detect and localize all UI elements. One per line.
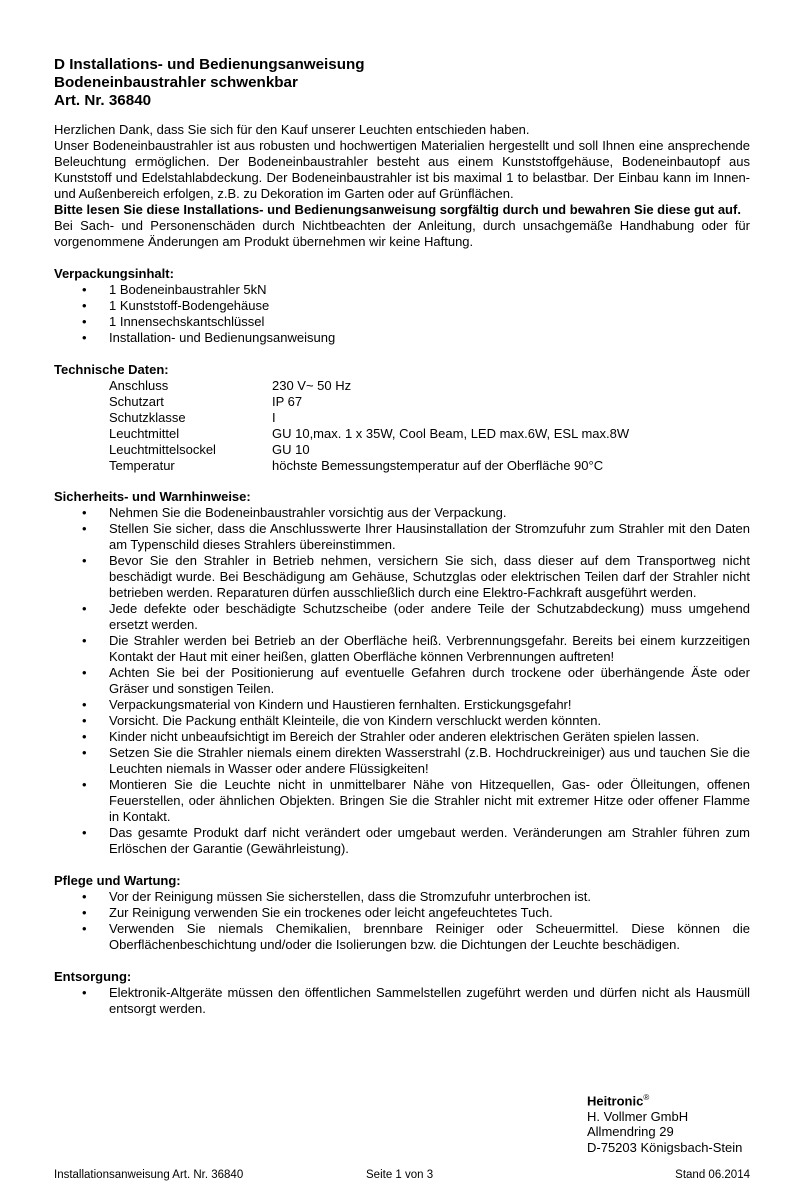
tech-value: I <box>272 409 276 425</box>
tech-label: Schutzklasse <box>109 409 186 425</box>
header-title: D Installations- und Bedienungsanweisung <box>54 56 365 73</box>
bullet-icon: • <box>82 505 87 521</box>
intro-thanks: Herzlichen Dank, dass Sie sich für den Kauf unserer Leuchten entschieden haben. <box>54 122 530 137</box>
list-item-text: 1 Innensechskantschlüssel <box>109 314 265 329</box>
list-item-text: Jede defekte oder beschädigte Schutzscheibe (oder andere Teile der Schutzabdeckung) muss umgehend ersetzt werden. <box>109 601 750 633</box>
list-item <box>54 713 750 729</box>
list-item <box>54 777 750 825</box>
tech-value: GU 10 <box>272 441 310 457</box>
list-item-text: Die Strahler werden bei Betrieb an der Oberfläche heiß. Verbrennungsgefahr. Bereits bei einem kurzzeitigen Kontakt der Haut mit einer heißen, glatten Oberfläche können Verbrennungen auftreten! <box>109 633 750 665</box>
list-item <box>54 889 750 905</box>
list-item-text: Zur Reinigung verwenden Sie ein trockenes oder leicht angefeuchtetes Tuch. <box>109 905 553 921</box>
list-item <box>54 697 750 713</box>
table-row <box>109 458 629 474</box>
package-section <box>54 266 750 346</box>
company-name: H. Vollmer GmbH <box>587 1108 689 1124</box>
list-item-text: Installation- und Bedienungsanweisung <box>109 330 336 345</box>
list-item-text: Das gesamte Produkt darf nicht verändert oder umgebaut werden. Veränderungen am Strahler führen zum Erlöschen der Garantie (Gewährleistung). <box>109 825 750 857</box>
list-item-text: Verpackungsmaterial von Kindern und Haustieren fernhalten. Erstickungsgefahr! <box>109 697 572 713</box>
disposal-title: Entsorgung: <box>54 969 132 985</box>
list-item <box>54 825 750 857</box>
list-item <box>54 553 750 601</box>
bullet-icon: • <box>82 985 87 1001</box>
bullet-icon: • <box>82 905 87 921</box>
list-item <box>54 505 750 521</box>
table-row <box>109 442 629 458</box>
list-item-text: Vorsicht. Die Packung enthält Kleinteile, die von Kindern verschluckt werden könnten. <box>109 713 602 729</box>
safety-title: Sicherheits- und Warnhinweise: <box>54 489 251 505</box>
company-street: Allmendring 29 <box>587 1124 674 1140</box>
company-brand-line <box>587 1090 742 1109</box>
list-item-text: 1 Kunststoff-Bodengehäuse <box>109 298 270 313</box>
tech-table <box>109 378 629 473</box>
list-item <box>54 282 750 298</box>
document-page <box>54 56 750 1017</box>
tech-label: Leuchtmittelsockel <box>109 441 216 457</box>
tech-value: GU 10,max. 1 x 35W, Cool Beam, LED max.6W, ESL max.8W <box>272 425 630 441</box>
bullet-icon: • <box>82 697 87 713</box>
tech-label: Schutzart <box>109 393 164 409</box>
list-item-text: Kinder nicht unbeaufsichtigt im Bereich der Strahler oder anderen elektrischen Geräten spielen lassen. <box>109 729 700 745</box>
tech-title: Technische Daten: <box>54 362 169 377</box>
tech-value: IP 67 <box>272 393 303 409</box>
list-item <box>54 601 750 633</box>
company-brand: Heitronic <box>587 1093 644 1109</box>
tech-label: Temperatur <box>109 457 175 473</box>
table-row <box>109 378 629 394</box>
list-item-text: Verwenden Sie niemals Chemikalien, brennbare Reiniger oder Scheuermittel. Diese können die Oberflächenbeschichtung und/oder die Isolierungen bzw. die Dichtungen der Leuchte beschädigen. <box>109 921 750 953</box>
list-item-text: Vor der Reinigung müssen Sie sicherstellen, dass die Stromzufuhr unterbrochen ist. <box>109 889 591 905</box>
company-address <box>587 1090 742 1155</box>
bullet-icon: • <box>82 633 87 649</box>
bullet-icon: • <box>82 521 87 537</box>
document-header <box>54 56 750 110</box>
safety-list <box>54 505 750 857</box>
bullet-icon: • <box>82 825 87 841</box>
bullet-icon: • <box>82 745 87 761</box>
list-item <box>54 921 750 953</box>
disposal-list <box>54 985 750 1017</box>
list-item <box>54 521 750 553</box>
disposal-section <box>54 969 750 1017</box>
list-item-text: 1 Bodeneinbaustrahler 5kN <box>109 282 267 297</box>
care-title: Pflege und Wartung: <box>54 873 181 889</box>
safety-section <box>54 489 750 857</box>
intro-liability: Bei Sach- und Personenschäden durch Nichtbeachten der Anleitung, durch unsachgemäße Handhabung oder für vorgenommene Änderungen am Produkt übernehmen wir keine Haftung. <box>54 218 750 249</box>
list-item <box>54 298 750 314</box>
bullet-icon: • <box>82 553 87 569</box>
bullet-icon: • <box>82 314 87 329</box>
intro-description: Unser Bodeneinbaustrahler ist aus robusten und hochwertigen Materialien hergestellt und soll Ihnen eine ansprechende Beleuchtung ermöglichen. Der Bodeneinbaustrahler besteht aus einem Kunststoffgehäuse, Bodeneinbautopf aus Kunststoff und Edelstahlabdeckung. Der Bodeneinbaustrahler ist bis maximal 1 to belastbar. Der Einbau kann im Innen- und Außenbereich erfolgen, z.B. zu Dekoration im Garten oder auf Grünflächen. <box>54 138 750 201</box>
list-item-text: Bevor Sie den Strahler in Betrieb nehmen, versichern Sie sich, dass dieser auf dem Transportweg nicht beschädigt wurde. Bei Beschädigung am Gehäuse, Schutzglas oder elektrischen Teilen darf der Strahler nicht betrieben werden. Reparaturen dürfen ausschließlich durch eine Elektro-Fachkraft ausgeführt werden. <box>109 553 750 601</box>
list-item <box>54 330 750 346</box>
list-item-text: Stellen Sie sicher, dass die Anschlusswerte Ihrer Hausinstallation der Stromzufuhr zum Strahler mit den Daten am Typenschild dieses Strahlers übereinstimmen. <box>109 521 750 553</box>
list-item-text: Achten Sie bei der Positionierung auf eventuelle Gefahren durch trockene oder überhängende Äste oder Gräser und sonstigen Teilen. <box>109 665 750 697</box>
package-list <box>54 282 750 346</box>
footer-page-number: Seite 1 von 3 <box>366 1169 434 1181</box>
list-item-text: Montieren Sie die Leuchte nicht in unmittelbarer Nähe von Hitzequellen, Gas- oder Ölleitungen, offenen Feuerstellen, oder ähnlichen Objekten. Bringen Sie die Strahler nicht mit extremer Hitze oder offener Flamme in Kontakt. <box>109 777 750 825</box>
package-title: Verpackungsinhalt: <box>54 266 174 281</box>
list-item <box>54 665 750 697</box>
tech-value: 230 V~ 50 Hz <box>272 378 352 393</box>
list-item <box>54 905 750 921</box>
bullet-icon: • <box>82 298 87 313</box>
table-row <box>109 410 629 426</box>
bullet-icon: • <box>82 601 87 617</box>
list-item <box>54 314 750 330</box>
bullet-icon: • <box>82 282 87 297</box>
bullet-icon: • <box>82 777 87 793</box>
table-row <box>109 394 629 410</box>
tech-value: höchste Bemessungstemperatur auf der Oberfläche 90°C <box>272 457 604 473</box>
bullet-icon: • <box>82 665 87 681</box>
bullet-icon: • <box>82 921 87 937</box>
bullet-icon: • <box>82 729 87 745</box>
article-number: Art. Nr. 36840 <box>54 92 152 109</box>
bullet-icon: • <box>82 330 87 345</box>
tech-label: Leuchtmittel <box>109 425 180 441</box>
table-row <box>109 426 629 442</box>
list-item <box>54 985 750 1017</box>
tech-section <box>54 362 750 473</box>
list-item-text: Nehmen Sie die Bodeneinbaustrahler vorsichtig aus der Verpackung. <box>109 505 507 521</box>
company-city: D-75203 Königsbach-Stein <box>587 1139 743 1155</box>
tech-label: Anschluss <box>109 378 169 393</box>
list-item <box>54 729 750 745</box>
product-name: Bodeneinbaustrahler schwenkbar <box>54 74 298 91</box>
footer-date: Stand 06.2014 <box>675 1169 750 1181</box>
bullet-icon: • <box>82 889 87 905</box>
care-list <box>54 889 750 953</box>
bullet-icon: • <box>82 713 87 729</box>
list-item <box>54 633 750 665</box>
registered-mark: ® <box>643 1093 650 1102</box>
list-item-text: Elektronik-Altgeräte müssen den öffentlichen Sammelstellen zugeführt werden und dürfen nicht als Hausmüll entsorgt werden. <box>109 985 750 1017</box>
intro-section <box>54 122 750 250</box>
care-section <box>54 873 750 953</box>
list-item-text: Setzen Sie die Strahler niemals einem direkten Wasserstrahl (z.B. Hochdruckreiniger) aus und tauchen Sie die Leuchten niemals in Wasser oder andere Flüssigkeiten! <box>109 745 750 777</box>
intro-read-notice: Bitte lesen Sie diese Installations- und Bedienungsanweisung sorgfältig durch und bewahren Sie diese gut auf. <box>54 202 741 217</box>
footer-doc-name: Installationsanweisung Art. Nr. 36840 <box>54 1169 244 1181</box>
list-item <box>54 745 750 777</box>
